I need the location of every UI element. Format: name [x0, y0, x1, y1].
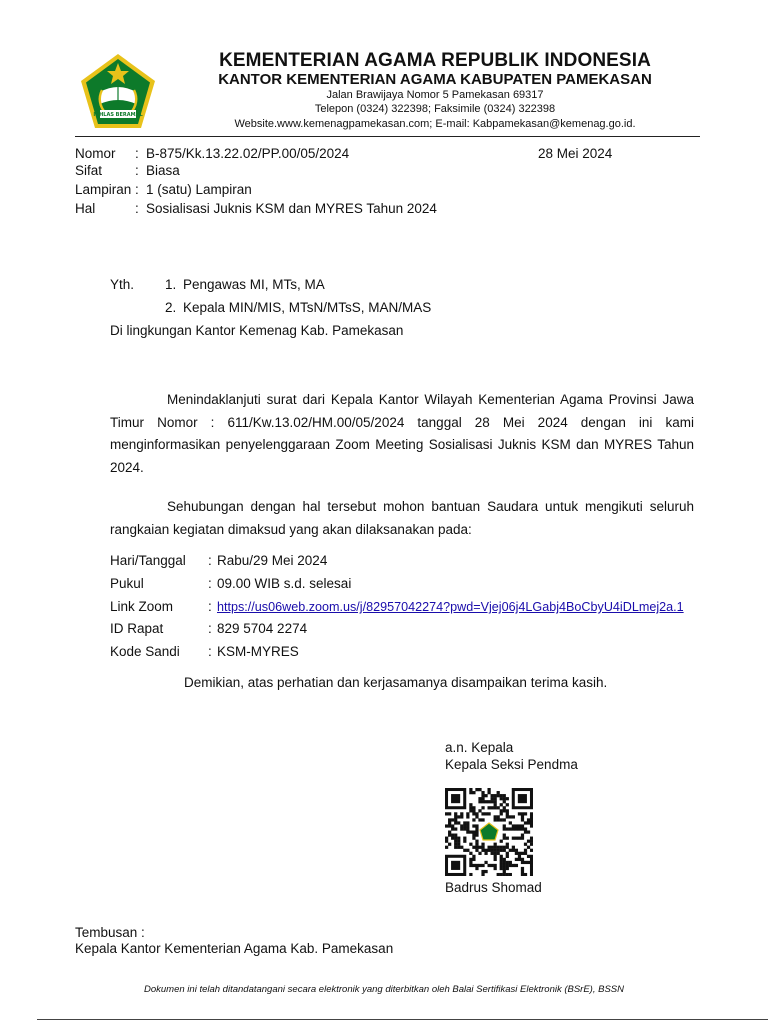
nomor-value: B-875/Kk.13.22.02/PP.00/05/2024	[146, 146, 350, 161]
recipient-1-number: 1.	[165, 277, 177, 292]
lampiran-separator: :	[135, 182, 139, 197]
signature-on-behalf: a.n. Kepala	[445, 740, 514, 755]
link-separator: :	[208, 599, 212, 614]
lampiran-label: Lampiran	[75, 182, 132, 197]
recipient-1: Pengawas MI, MTs, MA	[183, 277, 325, 292]
letterhead-divider	[75, 136, 700, 137]
yth-label: Yth.	[110, 277, 135, 292]
footer-divider	[37, 1019, 768, 1020]
hal-separator: :	[135, 201, 139, 216]
kode-sandi-value: KSM-MYRES	[217, 644, 299, 659]
hal-label: Hal	[75, 201, 96, 216]
nomor-label: Nomor	[75, 146, 116, 161]
letterhead-address: Jalan Brawijaya Nomor 5 Pamekasan 69317	[326, 89, 544, 101]
recipient-2-number: 2.	[165, 300, 177, 315]
hari-label: Hari/Tanggal	[110, 553, 186, 568]
kemenag-logo	[78, 52, 158, 132]
letterhead-subtitle: KANTOR KEMENTERIAN AGAMA KABUPATEN PAMEKASAN	[218, 71, 652, 88]
pukul-label: Pukul	[110, 576, 144, 591]
sifat-value: Biasa	[146, 163, 180, 178]
closing-sentence: Demikian, atas perhatian dan kerjasamanya disampaikan terima kasih.	[184, 675, 608, 690]
sifat-separator: :	[135, 163, 139, 178]
hari-value: Rabu/29 Mei 2024	[217, 553, 328, 568]
id-rapat-label: ID Rapat	[110, 621, 164, 636]
letter-date: 28 Mei 2024	[538, 146, 613, 161]
kode-sandi-label: Kode Sandi	[110, 644, 180, 659]
letterhead-web: Website.www.kemenagpamekasan.com; E-mail: Kabpamekasan@kemenag.go.id.	[234, 118, 636, 130]
letterhead-title: KEMENTERIAN AGAMA REPUBLIK INDONESIA	[219, 50, 651, 71]
id-rapat-value: 829 5704 2274	[217, 621, 308, 636]
id-rapat-separator: :	[208, 621, 212, 636]
tembusan-label: Tembusan :	[75, 925, 145, 940]
signatory-name: Badrus Shomad	[445, 880, 542, 895]
hal-value: Sosialisasi Juknis KSM dan MYRES Tahun 2024	[146, 201, 437, 216]
body-paragraph-1: Menindaklanjuti surat dari Kepala Kantor Wilayah Kementerian Agama Provinsi Jawa Timur Nomor : 611/Kw.13.02/HM.00/05/2024 tanggal 28 Mei 2024 dengan ini kami menginformasikan penyelenggaraan Zoom Meeting Sosialisasi Juknis KSM dan MYRES Tahun 2024.	[110, 392, 694, 475]
signature-position: Kepala Seksi Pendma	[445, 757, 578, 772]
sifat-label: Sifat	[75, 163, 103, 178]
kode-sandi-separator: :	[208, 644, 212, 659]
footer-note: Dokumen ini telah ditandatangani secara elektronik yang diterbitkan oleh Balai Sertifikasi Elektronik (BSrE), BSSN	[144, 984, 624, 995]
nomor-separator: :	[135, 146, 139, 161]
pukul-separator: :	[208, 576, 212, 591]
body-paragraph-2: Sehubungan dengan hal tersebut mohon bantuan Saudara untuk mengikuti seluruh rangkaian kegiatan dimaksud yang akan dilaksanakan pada:	[110, 499, 694, 537]
zoom-link[interactable]: https://us06web.zoom.us/j/82957042274?pwd=Vjej06j4LGabj4BoCbyU4iDLmej2a.1	[217, 600, 684, 614]
pukul-value: 09.00 WIB s.d. selesai	[217, 576, 352, 591]
recipient-2: Kepala MIN/MIS, MTsN/MTsS, MAN/MAS	[183, 300, 432, 315]
qr-code-signature	[445, 788, 533, 876]
tembusan-value: Kepala Kantor Kementerian Agama Kab. Pamekasan	[75, 941, 394, 956]
letterhead-phone: Telepon (0324) 322398; Faksimile (0324) 322398	[314, 103, 556, 115]
logo-motto: IKHLAS BERAMAL	[93, 112, 143, 118]
link-label: Link Zoom	[110, 599, 174, 614]
lampiran-value: 1 (satu) Lampiran	[146, 182, 252, 197]
recipient-location: Di lingkungan Kantor Kemenag Kab. Pamekasan	[110, 323, 404, 338]
hari-separator: :	[208, 553, 212, 568]
